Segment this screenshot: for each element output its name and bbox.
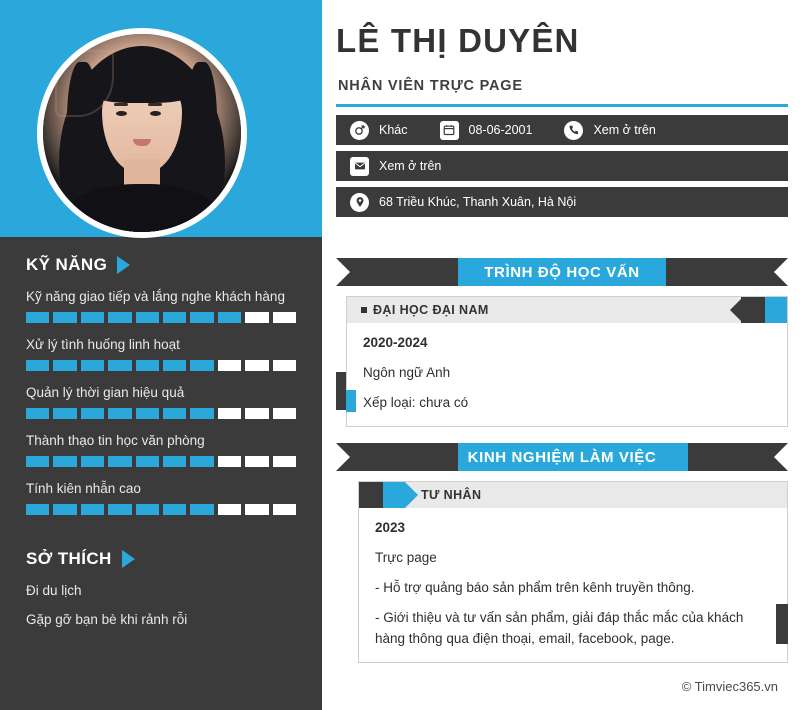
experience-heading-label: KINH NGHIỆM LÀM VIỆC <box>467 448 657 466</box>
skill-level-bar <box>26 456 296 467</box>
skill-level-bar <box>26 408 296 419</box>
hobbies-heading <box>0 549 322 569</box>
skill-level-bar <box>26 312 296 323</box>
contact-row <box>336 115 788 145</box>
left-sidebar <box>0 0 322 710</box>
entry-title: TƯ NHÂN <box>421 488 482 502</box>
hobbies-heading-label: SỞ THÍCH <box>26 549 112 568</box>
skill-item <box>0 385 322 419</box>
entry-title: ĐẠI HỌC ĐẠI NAM <box>373 303 489 317</box>
skill-item <box>0 289 322 323</box>
footer-credit: © Timviec365.vn <box>681 679 778 694</box>
contact-row <box>336 187 788 217</box>
experience-entry <box>358 481 788 663</box>
skill-item <box>0 337 322 371</box>
contact-value: 08-06-2001 <box>468 123 533 137</box>
entry-line: Ngôn ngữ Anh <box>363 364 451 380</box>
calendar-icon <box>440 121 459 140</box>
chevron-right-icon <box>405 482 418 508</box>
contact-birthday <box>440 121 533 140</box>
education-entry <box>346 296 788 427</box>
bullet-icon <box>361 307 367 313</box>
skill-level-bar <box>26 504 296 515</box>
entry-line: 2020-2024 <box>363 335 428 350</box>
entry-body <box>347 323 787 426</box>
phone-icon <box>564 121 583 140</box>
skills-heading <box>0 255 322 275</box>
contact-phone <box>564 121 655 140</box>
accent-bar-dark <box>336 372 346 410</box>
skill-level-bar <box>26 360 296 371</box>
accent-bar-blue <box>346 390 356 412</box>
contact-email <box>350 157 441 176</box>
contact-address <box>350 193 576 212</box>
skill-label: Tính kiên nhẫn cao <box>26 481 141 496</box>
skills-heading-label: KỸ NĂNG <box>26 255 108 274</box>
arrow-right-icon <box>122 550 135 568</box>
entry-header <box>347 297 787 323</box>
contact-value: 68 Triều Khúc, Thanh Xuân, Hà Nội <box>379 195 577 209</box>
email-icon <box>350 157 369 176</box>
skill-label: Kỹ năng giao tiếp và lắng nghe khách hàng <box>26 289 285 304</box>
main-content <box>322 0 800 710</box>
gender-icon <box>350 121 369 140</box>
avatar <box>37 28 247 238</box>
arrow-right-icon <box>117 256 130 274</box>
chevron-left-icon <box>730 297 743 323</box>
job-title: NHÂN VIÊN TRỰC PAGE <box>338 78 523 94</box>
education-banner <box>336 258 788 286</box>
portrait-image <box>43 34 241 232</box>
location-icon <box>350 193 369 212</box>
contact-value: Xem ở trên <box>379 159 442 173</box>
experience-banner <box>336 443 788 471</box>
page-title: LÊ THỊ DUYÊN <box>336 22 580 59</box>
skill-label: Thành thạo tin học văn phòng <box>26 433 205 448</box>
divider <box>336 104 788 107</box>
skill-label: Quản lý thời gian hiệu quả <box>26 385 185 400</box>
banner-pointer <box>283 112 313 156</box>
entry-header <box>359 482 787 508</box>
skill-item <box>0 433 322 467</box>
list-item: Gặp gỡ bạn bè khi rảnh rỗi <box>26 612 188 627</box>
entry-line: - Hỗ trợ quảng báo sản phẩm trên kênh truyền thông. <box>375 579 695 595</box>
entry-line: - Giới thiệu và tư vấn sản phẩm, giải đáp thắc mắc của khách hàng thông qua điện thoại, email, facebook, page. <box>375 609 744 646</box>
contact-value: Khác <box>379 123 408 137</box>
list-item: Đi du lịch <box>26 583 82 598</box>
entry-line: 2023 <box>375 520 406 535</box>
contact-row <box>336 151 788 181</box>
contact-value: Xem ở trên <box>593 123 656 137</box>
entry-line: Trực page <box>375 549 437 565</box>
skill-item <box>0 481 322 515</box>
skill-label: Xử lý tình huống linh hoạt <box>26 337 180 352</box>
contact-gender <box>350 121 408 140</box>
hobbies-list <box>0 583 322 627</box>
left-content <box>0 237 322 641</box>
entry-line: Xếp loại: chưa có <box>363 394 469 410</box>
accent-bar-dark <box>776 604 788 644</box>
education-heading-label: TRÌNH ĐỘ HỌC VẤN <box>484 263 640 281</box>
contact-block <box>336 115 788 223</box>
entry-body <box>359 508 787 662</box>
